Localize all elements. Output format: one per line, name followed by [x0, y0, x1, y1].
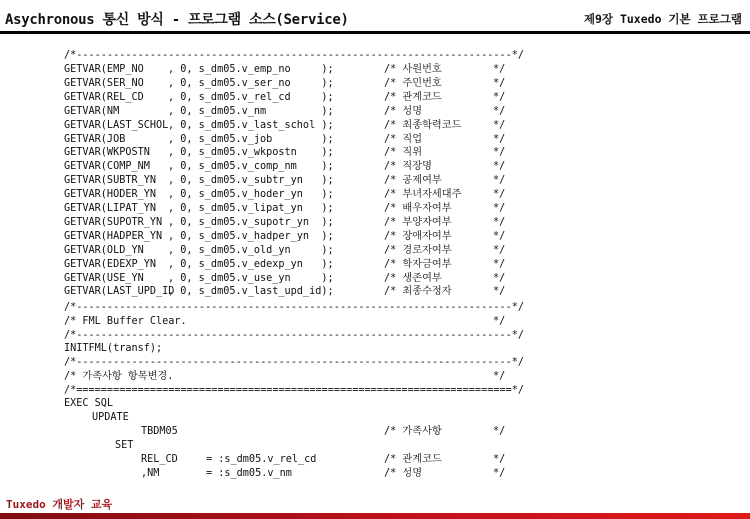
getvar-comment: /* 최종학력코드	[384, 119, 462, 131]
page-title: Asychronous 통신 방식 - 프로그램 소스(Service)	[5, 12, 349, 28]
separator-line: /*-----------------------------------------------------------------------*/	[64, 357, 525, 368]
getvar-args: , 0, s_dm05.v_ser_no );	[168, 77, 334, 89]
getvar-args: , 0, s_dm05.v_hoder_yn );	[168, 189, 334, 201]
set-value: = :s_dm05.v_nm	[206, 467, 292, 479]
comment-end: */	[493, 258, 506, 270]
getvar-args: , 0, s_dm05.v_last_upd_id);	[168, 286, 334, 298]
comment-end: */	[493, 244, 506, 256]
getvar-comment: /* 직장명	[384, 161, 432, 173]
set-value: = :s_dm05.v_rel_cd	[206, 454, 317, 465]
getvar-name: GETVAR(SER_NO	[64, 77, 144, 89]
set-column: ,NM	[141, 467, 160, 479]
getvar-name: GETVAR(LAST_SCHOL	[64, 119, 169, 131]
code-line-exec-sql: EXEC SQL	[64, 398, 114, 409]
getvar-comment: /* 주민번호	[384, 77, 442, 89]
getvar-args: , 0, s_dm05.v_nm );	[168, 105, 334, 117]
getvar-args: , 0, s_dm05.v_last_schol );	[168, 119, 334, 131]
comment-end: */	[493, 467, 506, 479]
footer-bar	[0, 513, 750, 519]
getvar-args: , 0, s_dm05.v_emp_no );	[168, 64, 334, 75]
comment-end: */	[493, 426, 506, 437]
set-comment: /* 성명	[384, 467, 423, 479]
comment-end: */	[493, 230, 506, 242]
comment-end: */	[493, 105, 506, 117]
getvar-args: , 0, s_dm05.v_old_yn );	[168, 244, 334, 256]
getvar-comment: /* 생존여부	[384, 272, 442, 284]
getvar-name: GETVAR(EDEXP_YN	[64, 258, 157, 270]
code-comment: /* 가족사항	[384, 426, 442, 437]
getvar-name: GETVAR(COMP_NM	[64, 161, 150, 173]
getvar-name: GETVAR(HADPER_YN	[64, 230, 163, 242]
getvar-name: GETVAR(SUPOTR_YN	[64, 216, 163, 228]
comment-end: */	[493, 77, 506, 89]
code-line-update: UPDATE	[92, 412, 129, 423]
getvar-comment: /* 관계코드	[384, 91, 442, 103]
separator-line: /*=======================================================================*/	[64, 385, 525, 396]
getvar-comment: /* 부양자여부	[384, 216, 452, 228]
comment-end: */	[493, 203, 506, 214]
set-comment: /* 관계코드	[384, 454, 442, 465]
comment-end: */	[493, 133, 506, 145]
comment-end: */	[493, 91, 506, 103]
getvar-args: , 0, s_dm05.v_job );	[168, 133, 334, 145]
getvar-args: , 0, s_dm05.v_supotr_yn );	[168, 216, 334, 228]
separator-line: /*-----------------------------------------------------------------------*/	[64, 302, 525, 313]
getvar-comment: /* 공제여부	[384, 175, 442, 187]
chapter-title: 제9장 Tuxedo 기본 프로그램	[583, 12, 742, 26]
getvar-comment: /* 부녀자세대주	[384, 189, 462, 201]
comment-end: */	[493, 64, 506, 75]
code-line-initfml: INITFML(transf);	[64, 343, 163, 354]
comment-end: */	[493, 161, 506, 173]
header-divider	[0, 31, 750, 34]
getvar-comment: /* 배우자여부	[384, 203, 452, 214]
set-column: REL_CD	[141, 454, 178, 465]
getvar-name: GETVAR(LAST_UPD_ID	[64, 286, 175, 298]
code-comment: /* 가족사항 항목변경.	[64, 371, 174, 382]
getvar-args: , 0, s_dm05.v_lipat_yn );	[168, 203, 334, 214]
comment-end: */	[493, 272, 506, 284]
getvar-args: , 0, s_dm05.v_rel_cd );	[168, 91, 334, 103]
code-line-set: SET	[115, 440, 134, 451]
page-header	[0, 0, 750, 34]
code-line-table: TBDM05	[141, 426, 178, 437]
comment-end: */	[493, 119, 506, 131]
separator-line: /*-----------------------------------------------------------------------*/	[64, 330, 525, 341]
comment-end: */	[493, 371, 506, 382]
getvar-args: , 0, s_dm05.v_edexp_yn );	[168, 258, 334, 270]
getvar-comment: /* 성명	[384, 105, 423, 117]
comment-end: */	[493, 454, 506, 465]
getvar-comment: /* 경로자여부	[384, 244, 452, 256]
getvar-comment: /* 직업	[384, 133, 423, 145]
comment-end: */	[493, 316, 506, 327]
getvar-args: , 0, s_dm05.v_use_yn );	[168, 272, 334, 284]
getvar-name: GETVAR(USE_YN	[64, 272, 144, 284]
footer-label: Tuxedo 개발자 교육	[6, 498, 113, 511]
getvar-comment: /* 학자금여부	[384, 258, 452, 270]
getvar-name: GETVAR(NM	[64, 105, 120, 117]
separator-line: /*-----------------------------------------------------------------------*/	[64, 50, 525, 61]
getvar-name: GETVAR(LIPAT_YN	[64, 203, 157, 214]
getvar-name: GETVAR(WKPOSTN	[64, 147, 150, 159]
getvar-comment: /* 사원번호	[384, 64, 442, 75]
code-comment: /* FML Buffer Clear.	[64, 316, 187, 327]
comment-end: */	[493, 216, 506, 228]
getvar-args: , 0, s_dm05.v_comp_nm );	[168, 161, 334, 173]
getvar-name: GETVAR(OLD_YN	[64, 244, 144, 256]
comment-end: */	[493, 189, 506, 201]
getvar-comment: /* 장애자여부	[384, 230, 452, 242]
getvar-comment: /* 직위	[384, 147, 423, 159]
getvar-name: GETVAR(JOB	[64, 133, 126, 145]
getvar-name: GETVAR(EMP_NO	[64, 64, 144, 75]
getvar-args: , 0, s_dm05.v_hadper_yn );	[168, 230, 334, 242]
getvar-args: , 0, s_dm05.v_subtr_yn );	[168, 175, 334, 187]
comment-end: */	[493, 175, 506, 187]
comment-end: */	[493, 286, 506, 298]
getvar-args: , 0, s_dm05.v_wkpostn );	[168, 147, 334, 159]
getvar-name: GETVAR(REL_CD	[64, 91, 144, 103]
getvar-name: GETVAR(SUBTR_YN	[64, 175, 157, 187]
comment-end: */	[493, 147, 506, 159]
getvar-comment: /* 최종수정자	[384, 286, 452, 298]
getvar-name: GETVAR(HODER_YN	[64, 189, 157, 201]
